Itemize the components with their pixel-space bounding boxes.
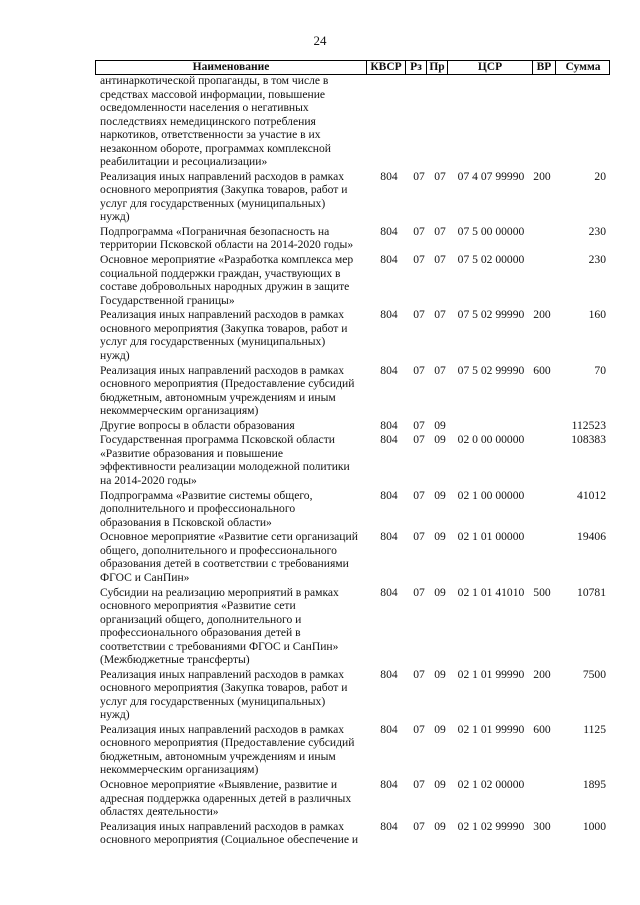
row-name-line: основного мероприятия (Предоставление субсидий [100,377,355,390]
row-pr: 07 [434,308,446,322]
row-kvsr: 804 [380,308,398,322]
row-name-line: Реализация иных направлений расходов в рамках [100,667,345,681]
row-name-line: образования в Псковской области» [100,515,272,529]
table-row [0,225,640,252]
row-pr: 07 [434,363,446,377]
row-csr: 02 1 02 99990 [457,819,525,833]
row-name-line: основного мероприятия (Предоставление субсидий [100,736,355,750]
row-csr: 07 5 02 99990 [457,308,525,322]
row-sum: 41012 [577,488,606,502]
row-kvsr: 804 [380,819,398,833]
row-name [100,433,362,487]
row-vr: 200 [533,169,551,183]
row-name-line: антинаркотической пропаганды, в том числе в [100,74,329,87]
row-pr: 07 [434,169,446,183]
row-name-line: Государственная программа Псковской области [100,433,335,447]
row-rz: 07 [413,667,425,681]
header-sum: Сумма [555,61,610,74]
table-row [0,74,640,169]
row-kvsr: 804 [380,363,398,377]
row-csr: 02 1 02 00000 [457,778,525,792]
row-name-line: реабилитации и ресоциализации» [100,155,268,168]
table-row [0,170,640,224]
table-row [0,364,640,418]
row-vr: 200 [533,667,551,681]
row-name [100,170,362,224]
row-kvsr: 804 [380,253,398,267]
row-name-line: Реализация иных направлений расходов в рамках [100,363,345,377]
row-name [100,820,362,847]
row-name-line: основного мероприятия «Развитие сети [100,599,296,612]
row-name-line: Подпрограмма «Развитие системы общего, [100,488,313,502]
row-rz: 07 [413,418,425,432]
row-rz: 07 [413,585,425,599]
table-header [95,60,610,75]
row-sum: 230 [588,253,606,267]
row-name-line: основного мероприятия (Закупка товаров, работ и [100,321,348,335]
row-name-line: наркотиков, ответственности за участие в их [100,128,321,141]
row-pr: 09 [434,433,446,447]
row-name [100,74,362,169]
row-name-line: услуг для государственных (муниципальных) [100,335,326,349]
row-pr: 09 [434,667,446,681]
row-name [100,489,362,530]
row-name [100,530,362,584]
table-row [0,419,640,433]
row-name-line: общего, дополнительного и профессионального [100,543,337,557]
row-name-line: социальной поддержки граждан, участвующих в [100,266,341,280]
row-csr: 02 0 00 00000 [457,433,525,447]
row-vr: 600 [533,722,551,736]
row-name-line: Основное мероприятие «Выявление, развитие и [100,778,338,792]
header-csr: ЦСР [447,61,532,74]
row-kvsr: 804 [380,224,398,238]
row-name-line: Реализация иных направлений расходов в рамках [100,722,345,736]
row-name [100,723,362,777]
row-name-line: средствах массовой информации, повышение [100,87,326,101]
page-number: 24 [313,33,327,48]
row-rz: 07 [413,488,425,502]
row-name [100,778,362,819]
row-csr: 07 4 07 99990 [457,169,525,183]
row-kvsr: 804 [380,722,398,736]
table-row [0,253,640,307]
table-row [0,433,640,487]
row-name-line: услуг для государственных (муниципальных) [100,694,326,708]
row-pr: 09 [434,530,446,544]
row-name-line: некоммерческим организациям) [100,404,259,417]
row-name-line: основного мероприятия (Закупка товаров, работ и [100,681,348,695]
row-csr: 07 5 02 99990 [457,363,525,377]
row-rz: 07 [413,308,425,322]
row-rz: 07 [413,253,425,267]
row-name-line: основного мероприятия (Социальное обеспечение и [100,833,359,847]
row-csr: 02 1 01 41010 [457,585,525,599]
row-pr: 09 [434,418,446,432]
row-name-line: нужд) [100,210,130,224]
row-name [100,364,362,418]
row-rz: 07 [413,819,425,833]
row-rz: 07 [413,530,425,544]
row-name-line: Субсидии на реализацию мероприятий в рамках [100,585,339,599]
row-kvsr: 804 [380,585,398,599]
row-name-line: Реализация иных направлений расходов в рамках [100,308,345,322]
row-vr: 300 [533,819,551,833]
table-row [0,489,640,530]
row-name [100,253,362,307]
row-sum: 70 [594,363,606,377]
row-name-line: дополнительного и профессионального [100,502,296,516]
row-rz: 07 [413,169,425,183]
table-row [0,778,640,819]
row-name-line: Основное мероприятие «Развитие сети организаций [100,530,358,544]
row-name-line: (Межбюджетные трансферты) [100,653,250,666]
table-row [0,530,640,584]
row-name-line: основного мероприятия (Закупка товаров, работ и [100,183,348,197]
row-name-line: Реализация иных направлений расходов в рамках [100,819,345,833]
table-row [0,308,640,362]
row-csr: 02 1 01 00000 [457,530,525,544]
row-name-line: Другие вопросы в области образования [100,418,295,432]
row-vr: 600 [533,363,551,377]
row-sum: 7500 [582,667,606,681]
row-sum: 112523 [571,418,606,432]
table-row [0,820,640,847]
row-sum: 1895 [582,778,606,792]
row-vr: 500 [533,585,551,599]
header-rz: Рз [405,61,426,74]
row-name [100,668,362,722]
row-csr: 02 1 01 99990 [457,667,525,681]
row-name-line: составе добровольных народных дружин в защите [100,280,350,294]
row-kvsr: 804 [380,488,398,502]
row-sum: 230 [588,224,606,238]
row-rz: 07 [413,224,425,238]
row-name-line: территории Псковской области на 2014-2020 годы» [100,238,354,252]
row-name-line: осведомленности населения о негативных [100,101,309,114]
row-csr: 02 1 00 00000 [457,488,525,502]
row-rz: 07 [413,778,425,792]
header-name: Наименование [192,61,270,73]
row-pr: 09 [434,819,446,833]
header-vr: ВР [532,61,555,74]
row-kvsr: 804 [380,169,398,183]
row-kvsr: 804 [380,667,398,681]
row-name-line: услуг для государственных (муниципальных) [100,196,326,210]
row-sum: 160 [588,308,606,322]
table-row [0,668,640,722]
row-csr: 07 5 00 00000 [457,224,525,238]
row-name-line: организаций общего, дополнительного и [100,612,302,626]
row-name-line: областях деятельности» [100,805,219,819]
row-sum: 19406 [577,530,606,544]
row-pr: 09 [434,778,446,792]
row-csr: 02 1 01 99990 [457,722,525,736]
row-rz: 07 [413,722,425,736]
row-name [100,308,362,362]
row-vr: 200 [533,308,551,322]
row-name [100,586,362,667]
row-kvsr: 804 [380,418,398,432]
table-row [0,723,640,777]
row-pr: 09 [434,488,446,502]
row-name-line: Подпрограмма «Пограничная безопасность на [100,224,330,238]
row-name-line: Реализация иных направлений расходов в рамках [100,169,345,183]
row-pr: 09 [434,722,446,736]
header-kvsr: КВСР [366,61,405,74]
row-rz: 07 [413,433,425,447]
row-name-line: ФГОС и СанПин» [100,570,190,584]
row-name-line: нужд) [100,708,130,722]
row-name-line: последствиях немедицинского потребления [100,114,316,128]
row-sum: 10781 [577,585,606,599]
row-name-line: Основное мероприятие «Разработка комплекса мер [100,253,354,267]
row-kvsr: 804 [380,530,398,544]
row-pr: 07 [434,224,446,238]
row-name-line: нужд) [100,348,130,362]
row-pr: 07 [434,253,446,267]
row-name-line: адресная поддержка одаренных детей в различных [100,791,352,805]
row-kvsr: 804 [380,778,398,792]
row-name-line: соответствии с требованиями ФГОС и СанПин» [100,639,339,653]
row-name-line: Государственной границы» [100,293,235,307]
row-name-line: профессионального образования детей в [100,626,301,639]
header-pr: Пр [426,61,447,74]
row-sum: 20 [594,169,606,183]
row-sum: 108383 [571,433,606,447]
row-name [100,225,362,252]
row-sum: 1000 [582,819,606,833]
row-name-line: бюджетным, автономным учреждениям и иным [100,749,336,763]
row-name [100,419,362,433]
row-name-line: незаконном обороте, программах комплексной [100,141,331,155]
row-name-line: «Развитие образования и повышение [100,446,284,460]
row-name-line: эффективности реализации молодежной политики [100,460,350,474]
row-csr: 07 5 02 00000 [457,253,525,267]
row-kvsr: 804 [380,433,398,447]
row-name-line: на 2014-2020 годы» [100,473,197,487]
row-pr: 09 [434,585,446,599]
table-row [0,586,640,667]
row-name-line: бюджетным, автономным учреждениям и иным [100,390,336,404]
row-name-line: образования детей в соответствии с требованиями [100,557,349,571]
row-name-line: некоммерческим организациям) [100,763,259,777]
row-sum: 1125 [583,722,606,736]
row-rz: 07 [413,363,425,377]
